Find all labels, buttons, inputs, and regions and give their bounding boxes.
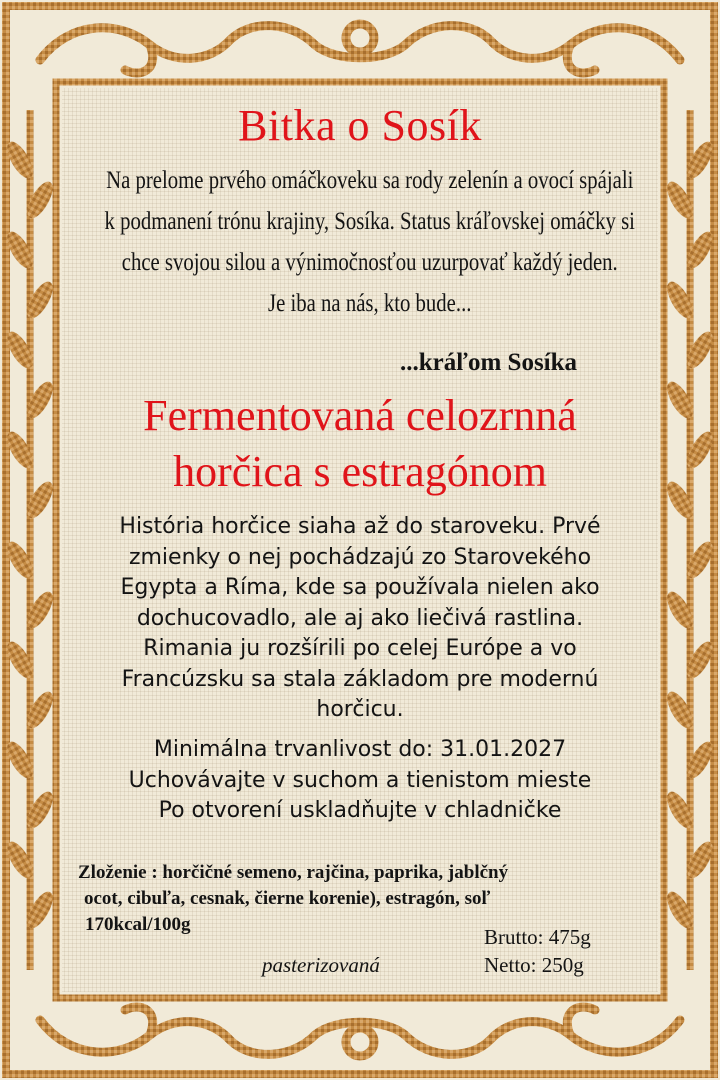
story-line: Na prelome prvého omáčkoveku sa rody zelenín a ovocí spájali (106, 167, 634, 194)
storage-info (62, 735, 658, 827)
product-name (0, 388, 720, 500)
gross-weight: Brutto: 475g (484, 925, 591, 949)
history-line: Rimania ju rozšírili po celej Európe a vo (143, 636, 577, 661)
ingredients-line: Zloženie : horčičné semeno, rajčina, paprika, jablčný (78, 862, 509, 883)
after-opening-instructions: Po otvorení uskladňujte v chladničke (158, 798, 562, 823)
story-signature: ...kráľom Sosíka (400, 349, 578, 376)
history-line: zmienky o nej pochádzajú zo Starovekého (128, 544, 592, 570)
label-title: Bitka o Sosík (238, 101, 482, 150)
shelf-life: Minimálna trvanlivost do: 31.01.2027 (153, 737, 567, 762)
energy-value: 170kcal/100g (85, 914, 191, 935)
history-line: dochucovadlo, ale aj ako liečivá rastlina. (136, 605, 584, 631)
history-text (62, 512, 658, 726)
story-line: k podmanení trónu krajiny, Sosíka. Status kráľovskej omáčky si (104, 208, 635, 235)
history-line: Francúzsku sa stala základom pre modernú (121, 666, 599, 692)
history-line: Egypta a Ríma, kde sa používala nielen ako (120, 575, 600, 600)
ingredients-line: ocot, cibuľa, cesnak, čierne korenie), estragón, soľ (84, 888, 491, 909)
story-text (100, 160, 640, 324)
product-name-line: Fermentovaná celozrnná (143, 391, 577, 440)
product-name-line: horčica s estragónom (173, 447, 547, 496)
pasteurized-note: pasterizovaná (262, 953, 380, 977)
story-line: Je iba na nás, kto bude... (268, 290, 472, 317)
ingredients (78, 860, 638, 912)
story-line: chce svojou silou a výnimočnosťou uzurpovať každý jeden. (121, 249, 618, 276)
history-line: horčicu. (316, 697, 404, 722)
history-line: História horčice siaha až do staroveku. Prvé (119, 514, 601, 539)
storage-instructions: Uchovávajte v suchom a tienistom mieste (128, 767, 592, 793)
net-weight: Netto: 250g (484, 953, 584, 977)
